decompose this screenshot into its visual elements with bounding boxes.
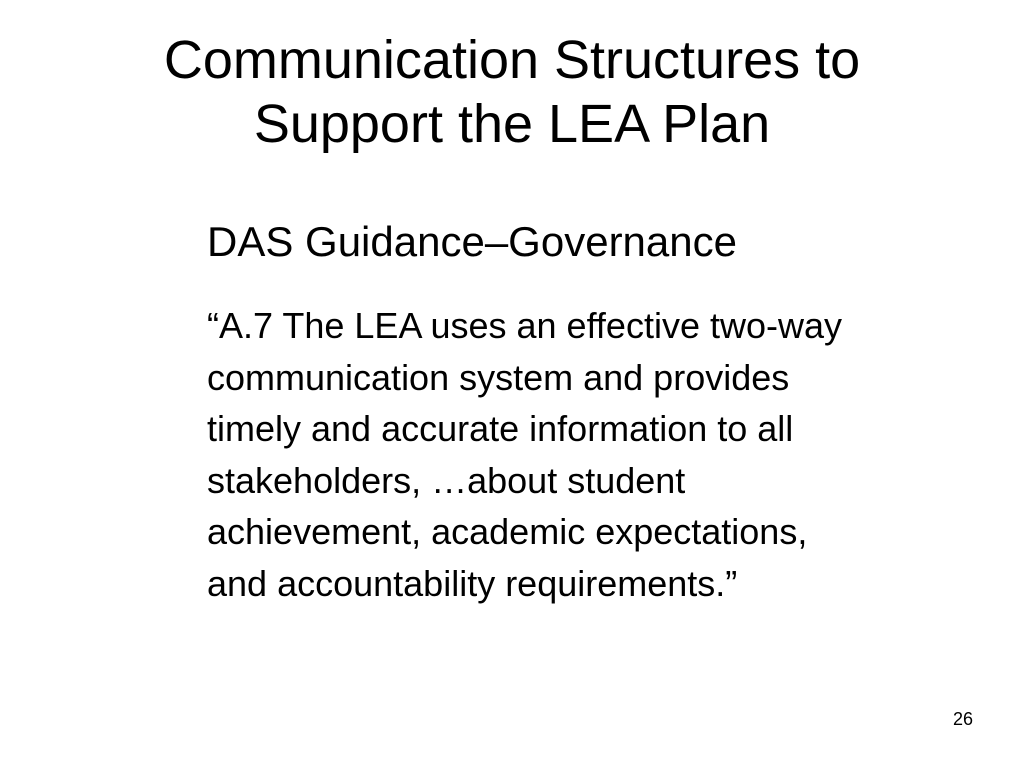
slide-subtitle: DAS Guidance–Governance — [207, 218, 737, 265]
quote-line-2: communication system and provides — [207, 356, 790, 398]
slide-title-line-1: Communication Structures to — [163, 30, 861, 90]
quote-line-5: achievement, academic expectations, — [207, 511, 808, 552]
slide-title — [60, 28, 964, 156]
quote-line-4: stakeholders, …about student — [207, 459, 686, 501]
quote-line-3: timely and accurate information to all — [207, 408, 794, 449]
slide-number: 26 — [952, 709, 973, 729]
quote-block — [207, 300, 842, 609]
quote-line-6: and accountability requirements.” — [207, 562, 738, 604]
quote-line-1: “A.7 The LEA uses an effective two-way — [207, 305, 843, 346]
slide-title-line-2: Support the LEA Plan — [253, 94, 771, 154]
